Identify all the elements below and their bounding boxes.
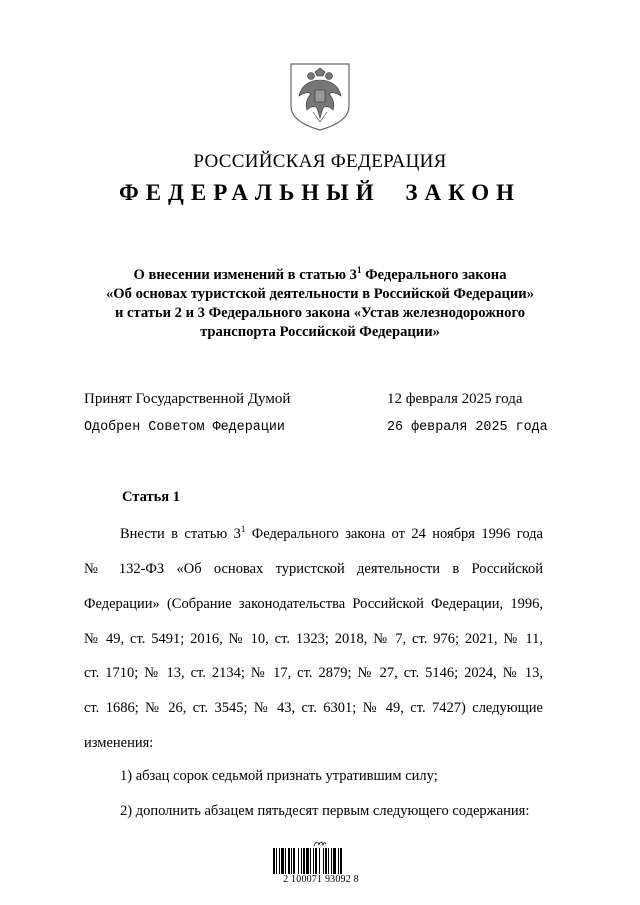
article-text-line: № 132-ФЗ «Об основах туристской деятельности в Российской: [84, 561, 543, 577]
country-name: РОССИЙСКАЯ ФЕДЕРАЦИЯ: [193, 151, 447, 172]
approved-by-council-date: 26 февраля 2025 года: [387, 420, 548, 435]
list-item: 2) дополнить абзацем пятьдесят первым следующего содержания:: [120, 803, 530, 819]
article-text-line: Внести в статью $3^1$ Федерального закона от 24 ноября 1996 года: [120, 524, 543, 542]
title-line-1: О внесении изменений в статью $3^1$ Федерального закона: [133, 265, 507, 283]
article-heading: Статья 1: [122, 489, 180, 505]
state-emblem: [287, 60, 353, 132]
approved-by-council-label: Одобрен Советом Федерации: [84, 420, 285, 435]
barcode-number: 2 100071 93092 8: [283, 874, 359, 885]
title-line-3: и статьи 2 и 3 Федерального закона «Устав железнодорожного: [114, 305, 526, 321]
title-line-2: «Об основах туристской деятельности в Российской Федерации»: [105, 286, 535, 302]
list-item: 1) абзац сорок седьмой признать утратившим силу;: [120, 768, 438, 784]
title-line-4: транспорта Российской Федерации»: [200, 324, 440, 340]
article-text-line: № 49, ст. 5491; 2016, № 10, ст. 1323; 2018, № 7, ст. 976; 2021, № 11,: [84, 631, 543, 647]
registration-mark-icon: [313, 835, 327, 844]
article-text-line: Федерации» (Собрание законодательства Российской Федерации, 1996,: [84, 596, 543, 612]
article-text-line: ст. 1686; № 26, ст. 3545; № 43, ст. 6301; № 49, ст. 7427) следующие: [84, 700, 543, 716]
law-title: [60, 266, 580, 342]
article-text-line: ст. 1710; № 13, ст. 2134; № 17, ст. 2879; № 27, ст. 5146; 2024, № 13,: [84, 665, 543, 681]
adopted-by-duma-date: 12 февраля 2025 года: [387, 391, 523, 407]
article-text-line: изменения:: [84, 735, 154, 751]
document-type: ФЕДЕРАЛЬНЫЙ ЗАКОН: [118, 180, 522, 205]
adopted-by-duma-label: Принят Государственной Думой: [84, 391, 291, 407]
